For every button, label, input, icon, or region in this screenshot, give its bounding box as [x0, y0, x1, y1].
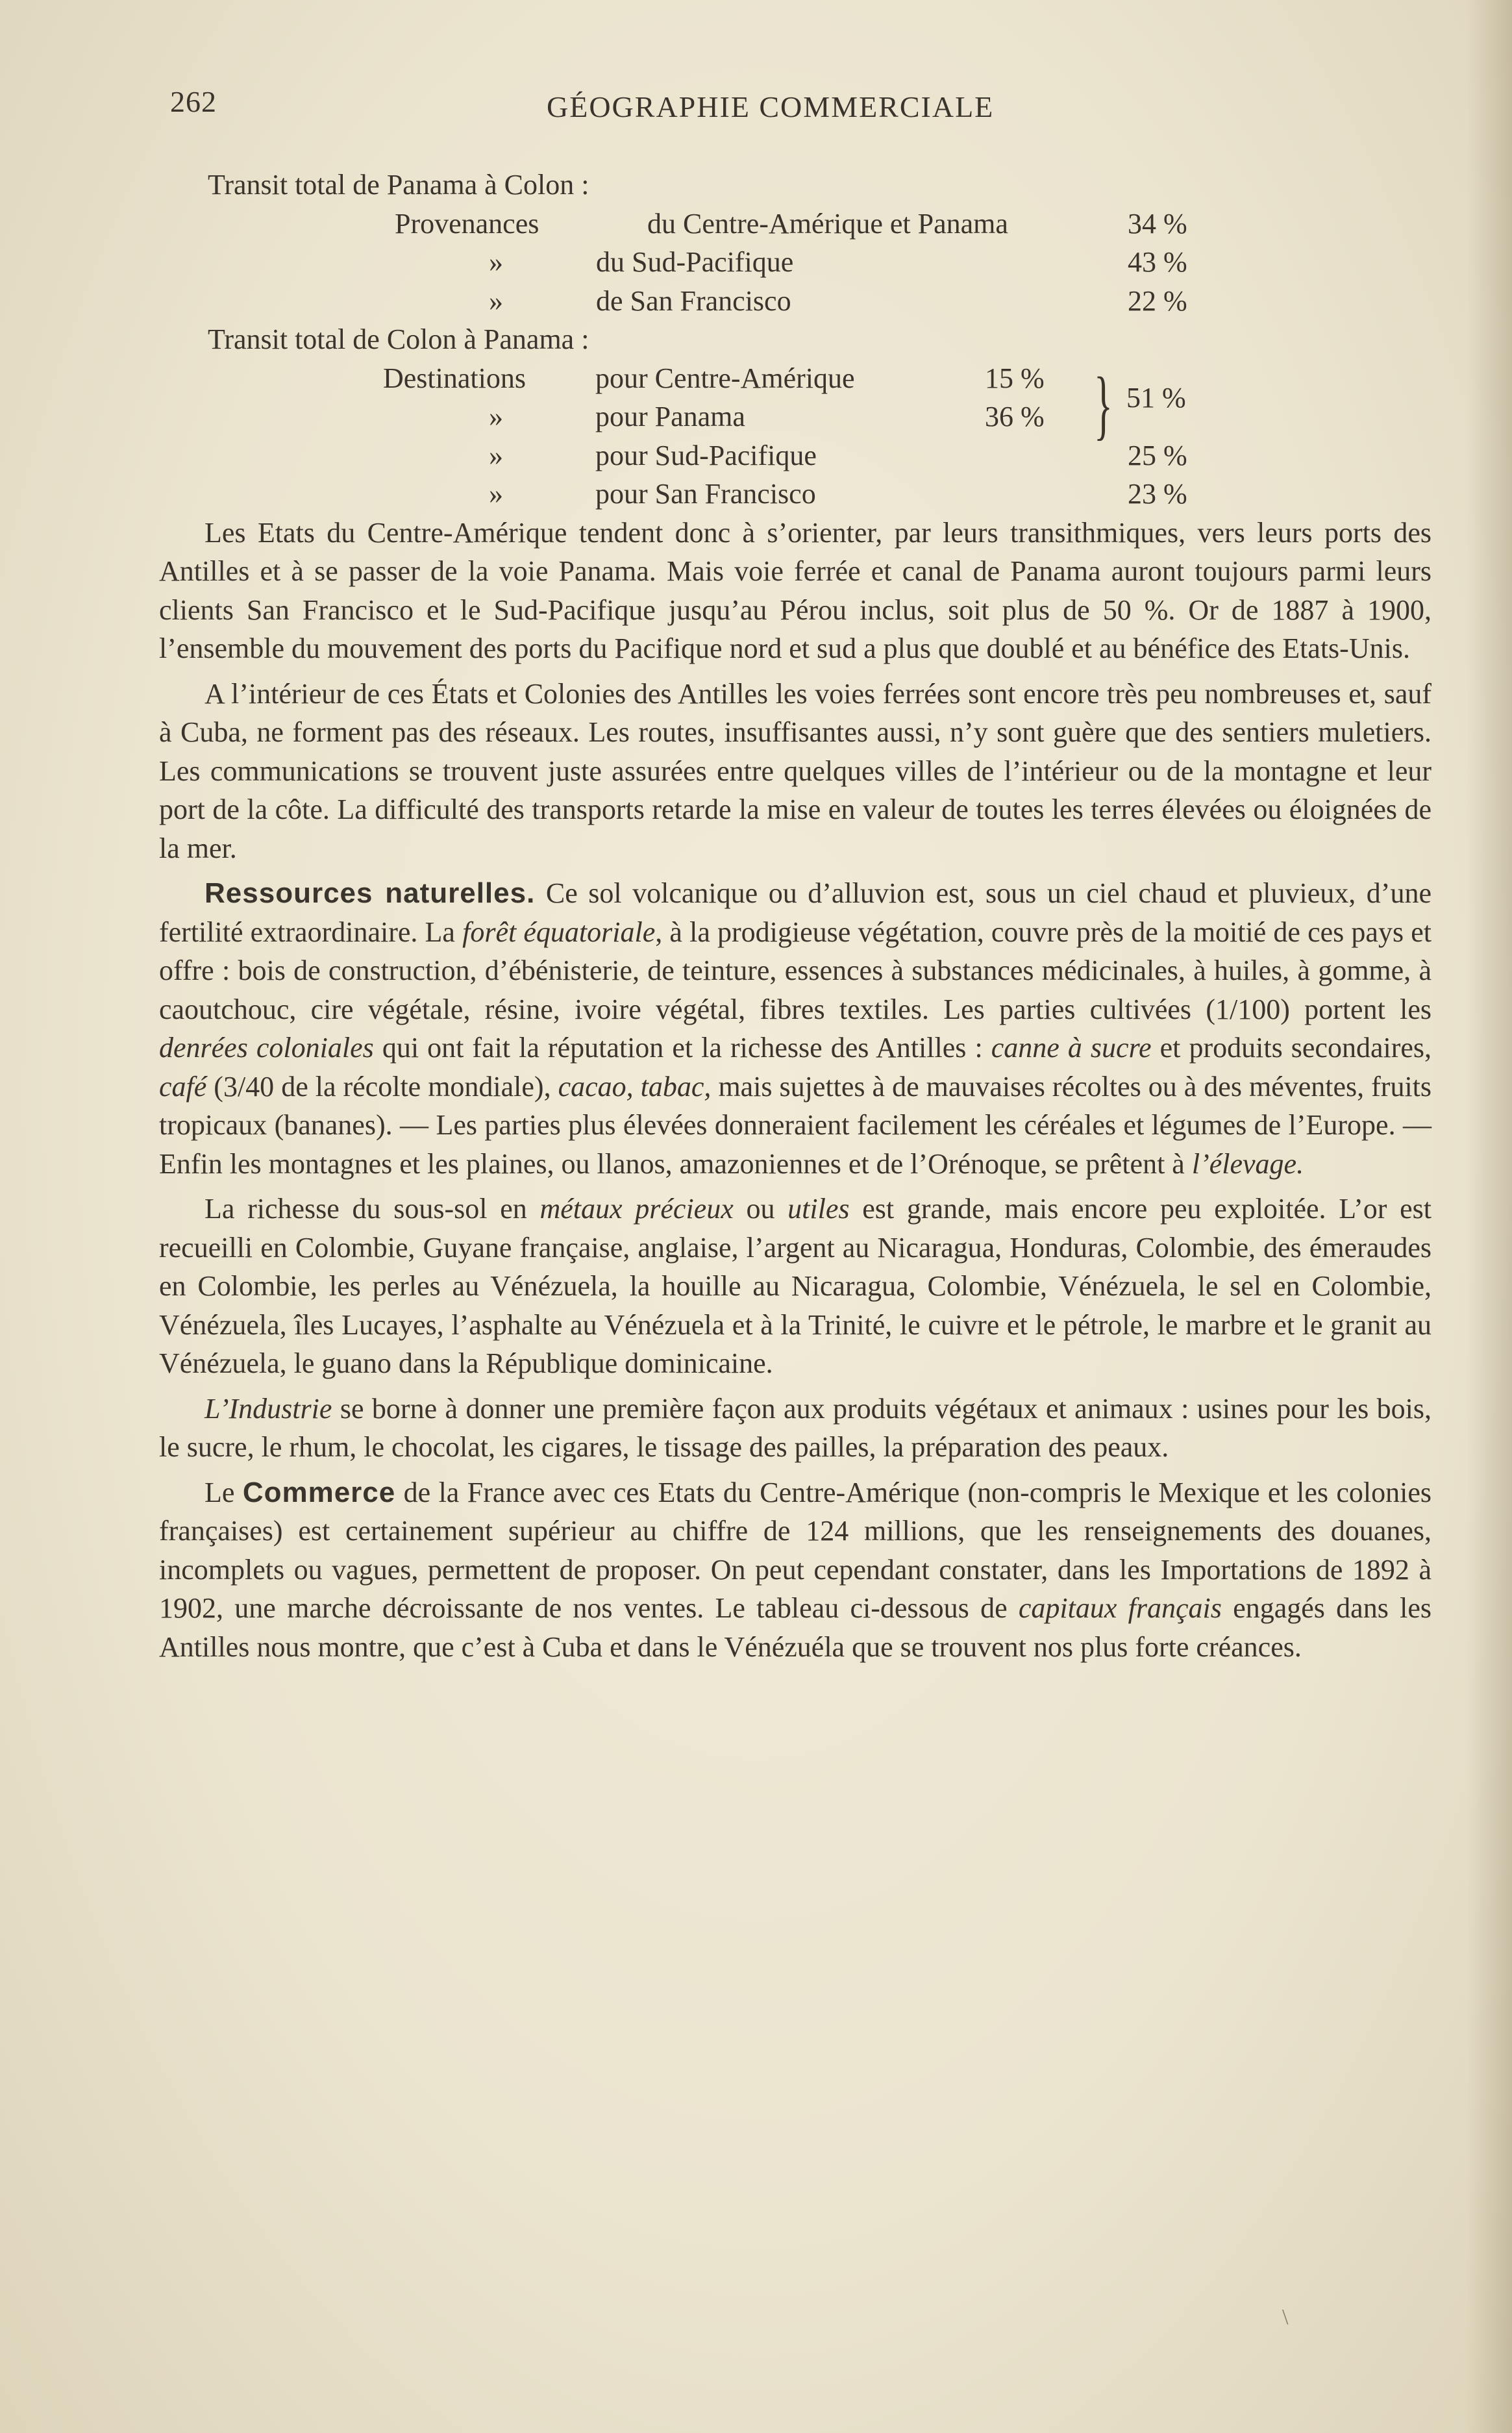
group-total: 51 %: [1126, 381, 1186, 414]
table-row: [159, 397, 1431, 436]
row-prefix: Provenances: [395, 207, 539, 240]
transit-table-colon-panama: [159, 359, 1431, 514]
row-label: du Sud-Pacifique: [596, 246, 794, 278]
grouping-brace: }: [1094, 360, 1113, 447]
table-row: [159, 282, 1431, 321]
table-row: [159, 359, 1431, 398]
section-heading-resources: Ressources naturelles.: [204, 877, 536, 909]
row-prefix: »: [489, 246, 503, 278]
table-row: [159, 205, 1431, 243]
row-prefix: »: [489, 401, 503, 432]
row-value: 43 %: [1128, 246, 1187, 278]
row-label: de San Francisco: [596, 284, 791, 317]
page-edge-shadow: [1467, 0, 1512, 2433]
transit-heading-panama-colon: Transit total de Panama à Colon :: [208, 169, 589, 201]
row-value: 34 %: [1128, 207, 1187, 240]
margin-mark: \: [1282, 2305, 1289, 2329]
row-prefix: »: [489, 478, 503, 510]
page-header: [170, 84, 1417, 136]
row-label: pour Centre-Amérique: [595, 362, 855, 394]
row-value: 23 %: [1128, 478, 1187, 510]
row-value: 36 %: [985, 401, 1045, 432]
industry-term: L’Industrie: [204, 1392, 332, 1425]
row-prefix: »: [489, 284, 503, 317]
row-prefix: Destinations: [383, 362, 526, 394]
row-label: du Centre-Amérique et Panama: [647, 207, 1008, 240]
row-label: pour Panama: [595, 401, 745, 432]
running-title: GÉOGRAPHIE COMMERCIALE: [547, 90, 995, 123]
row-label: pour San Francisco: [595, 478, 816, 510]
transit-heading-colon-panama: Transit total de Colon à Panama :: [208, 323, 589, 355]
paragraph-transit-summary: Les Etats du Centre-Amérique tendent donc à s’orienter, par leurs transithmiques, vers leurs ports des Antilles et à se passer de la voie Panama. Mais voie ferrée et canal de Panama auront toujours parmi leurs clients San Francisco et le Sud-Pacifique jusqu’au Pérou inclus, soit plus de 50 %. Or de 1887 à 1900, l’ensemble du mouvement des ports du Pacifique nord et sud a plus que doublé et au bénéfice des Etats-Unis.: [159, 516, 1431, 664]
row-value: 25 %: [1128, 439, 1187, 471]
row-value: 15 %: [985, 362, 1045, 394]
paragraph-natural-resources: Ressources naturelles. Ce sol volcanique ou d’alluvion est, sous un ciel chaud et pluvieux, d’une fertilité extraordinaire. La forêt équatoriale, à la prodigieuse végétation, couvre près de la moitié de ces pays et offre : bois de construction, d’ébénisterie, de teinture, essences à substances médicinales, à huiles, à gomme, à caoutchouc, cire végétale, résine, ivoire végétal, fibres textiles. Les parties cultivées (1/100) portent les denrées coloniales qui ont fait la réputation et la richesse des Antilles : canne à sucre et produits secondaires, café (3/40 de la récolte mondiale), cacao, tabac, mais sujettes à de mauvaises récoltes ou à des méventes, fruits tropicaux (bananes). — Les parties plus élevées donneraient facilement les céréales et légumes de l’Europe. — Enfin les montagnes et les plaines, ou llanos, amazoniennes et de l’Orénoque, se prêtent à l’élevage.: [159, 877, 1432, 1180]
page-content: [159, 166, 1431, 1673]
paragraph-railways: A l’intérieur de ces États et Colonies des Antilles les voies ferrées sont encore très peu nombreuses et, sauf à Cuba, ne forment pas des réseaux. Les routes, insuffisantes aussi, n’y sont guère que des sentiers muletiers. Les communications se trouvent juste assurées entre quelques villes de l’intérieur ou de la montagne et leur port de la côte. La difficulté des transports retarde la mise en valeur de toutes les terres élevées ou éloignées de la mer.: [159, 677, 1431, 864]
table-row: [159, 436, 1431, 475]
table-row: [159, 475, 1431, 514]
paragraph-commerce: Le Commerce de la France avec ces Etats du Centre-Amérique (non-compris le Mexique et les colonies françaises) est certainement supérieur au chiffre de 124 millions, que les renseignements des douanes, incomplets ou vagues, permettent de proposer. On peut cependant constater, dans les Importations de 1892 à 1902, une marche décroissante de nos ventes. Le tableau ci-dessous de capitaux français engagés dans les Antilles nous montre, que c’est à Cuba et dans le Vénézuéla que se trouvent nos plus forte créances.: [159, 1476, 1432, 1663]
paragraph-industry: L’Industrie se borne à donner une première façon aux produits végétaux et animaux : usines pour les bois, le sucre, le rhum, le chocolat, les cigares, le tissage des pailles, la préparation des peaux.: [159, 1392, 1431, 1463]
section-heading-commerce: Commerce: [242, 1476, 396, 1508]
paragraph-subsoil: La richesse du sous-sol en métaux précieux ou utiles est grande, mais encore peu exploitée. L’or est recueilli en Colombie, Guyane française, anglaise, l’argent au Nicaragua, Honduras, Colombie, des émeraudes en Colombie, les perles au Vénézuela, la houille au Nicaragua, Colombie, Vénézuela, le sel en Colombie, Vénézuela, îles Lucayes, l’asphalte au Vénézuela et à la Trinité, le cuivre et le pétrole, le marbre et le granit au Vénézuela, le guano dans la République dominicaine.: [159, 1193, 1431, 1379]
row-value: 22 %: [1128, 284, 1187, 317]
transit-table-panama-colon: [159, 205, 1431, 321]
row-prefix: »: [489, 439, 503, 471]
table-row: [159, 243, 1431, 282]
page-number: 262: [170, 85, 217, 118]
row-label: pour Sud-Pacifique: [595, 439, 817, 471]
